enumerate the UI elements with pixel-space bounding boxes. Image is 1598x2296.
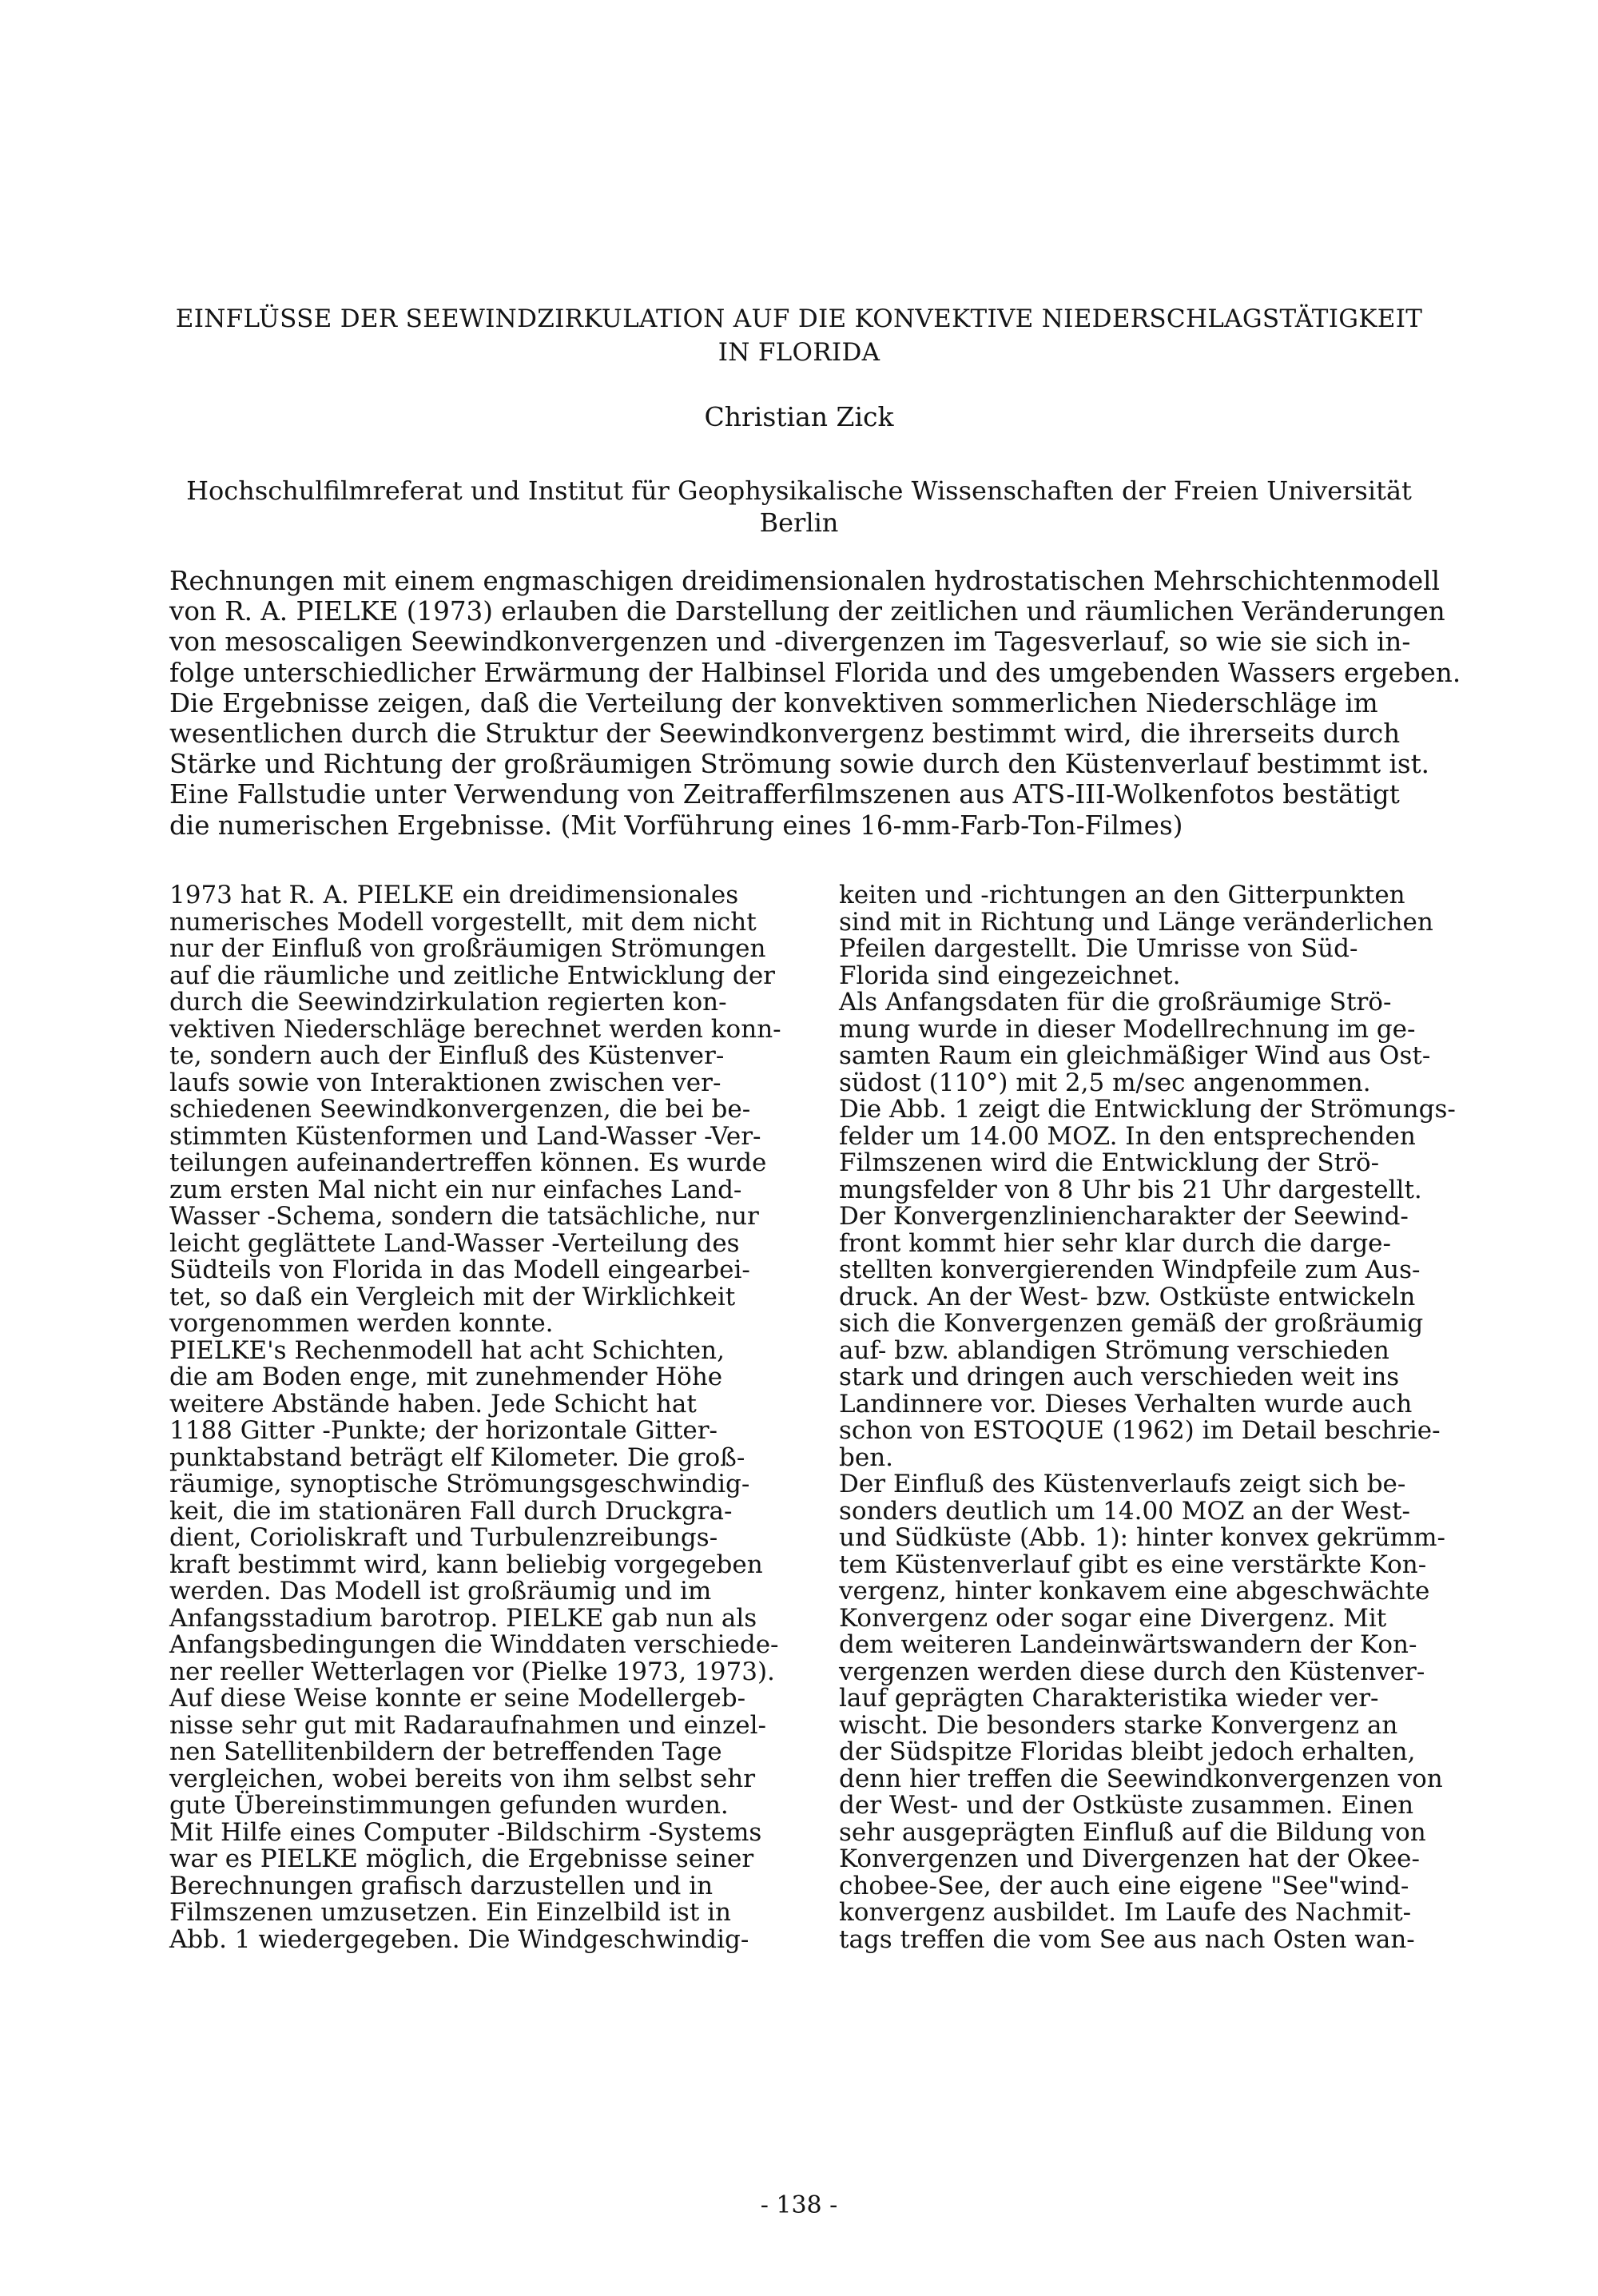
body-line: Filmszenen umzusetzen. Ein Einzelbild ist in [169,1898,732,1927]
body-line: Der Einfluß des Küstenverlaufs zeigt sich be- [839,1470,1406,1498]
body-line: leicht geglättete Land-Wasser -Verteilung des [169,1228,740,1258]
body-line: vorgenommen werden konnte. [169,1309,554,1338]
body-line: werden. Das Modell ist großräumig und im [169,1577,712,1606]
body-line: nen Satellitenbildern der betreffenden Tage [169,1737,722,1766]
body-line: felder um 14.00 MOZ. In den entsprechenden [839,1121,1416,1151]
abstract-line: von R. A. PIELKE (1973) erlauben die Darstellung der zeitlichen und räumlichen Veränderungen [169,596,1445,627]
body-line: der West- und der Ostküste zusammen. Einen [839,1791,1414,1820]
body-line: schiedenen Seewindkonvergenzen, die bei be- [169,1095,751,1124]
abstract-line: die numerischen Ergebnisse. (Mit Vorführung eines 16-mm-Farb-Ton-Filmes) [169,810,1183,841]
abstract [169,566,1464,841]
abstract-line: Stärke und Richtung der großräumigen Strömung sowie durch den Küstenverlauf bestimmt ist. [169,749,1429,780]
body-line: Anfangsbedingungen die Winddaten verschiede- [169,1630,779,1659]
body-line: denn hier treffen die Seewindkonvergenzen von [839,1764,1443,1793]
body-line: stark und dringen auch verschieden weit ins [839,1363,1400,1391]
body-line: te, sondern auch der Einfluß des Küstenver- [169,1041,725,1070]
body-line: Anfangsstadium barotrop. PIELKE gab nun als [169,1603,757,1633]
title-line: EINFLÜSSE DER SEEWINDZIRKULATION AUF DIE KONVEKTIVE NIEDERSCHLAGSTÄTIGKEIT [175,304,1423,333]
body-line: Pfeilen dargestellt. Die Umrisse von Süd- [839,934,1358,963]
body-line: Die Abb. 1 zeigt die Entwicklung der Strömungs- [839,1095,1456,1124]
title-line: IN FLORIDA [718,338,880,367]
body-line: Auf diese Weise konnte er seine Modellergeb- [169,1684,746,1713]
body-column-right [839,882,1494,1953]
body-line: auf die räumliche und zeitliche Entwicklung der [169,961,775,990]
body-line: die am Boden enge, mit zunehmender Höhe [169,1363,723,1391]
body-line: tet, so daß ein Vergleich mit der Wirklichkeit [169,1282,736,1311]
body-line: samten Raum ein gleichmäßiger Wind aus Ost- [839,1041,1431,1070]
body-line: 1188 Gitter -Punkte; der horizontale Gitter- [169,1416,718,1445]
body-line: stimmten Küstenformen und Land-Wasser -Ver- [169,1121,761,1151]
body-line: teilungen aufeinandertreffen können. Es wurde [169,1148,767,1177]
body-line: punktabstand beträgt elf Kilometer. Die groß- [169,1442,745,1472]
body-column-left [169,882,825,1953]
body-line: PIELKE's Rechenmodell hat acht Schichten, [169,1335,725,1365]
body-line: und Südküste (Abb. 1): hinter konvex gekrümm- [839,1523,1445,1552]
affiliation [160,475,1438,539]
body-line: tem Küstenverlauf gibt es eine verstärkte Kon- [839,1550,1427,1579]
body-line: Mit Hilfe eines Computer -Bildschirm -Systems [169,1817,762,1847]
body-line: dem weiteren Landeinwärtswandern der Kon- [839,1630,1417,1659]
body-line: ner reeller Wetterlagen vor (Pielke 1973, 1973). [169,1657,775,1686]
body-line: lauf geprägten Charakteristika wieder ver- [839,1684,1379,1713]
body-line: vektiven Niederschläge berechnet werden konn- [169,1014,781,1044]
body-line: Landinnere vor. Dieses Verhalten wurde auch [839,1389,1413,1419]
body-line: vergenzen werden diese durch den Küstenver- [839,1657,1425,1686]
body-line: mungsfelder von 8 Uhr bis 21 Uhr dargestellt. [839,1175,1422,1204]
abstract-line: Eine Fallstudie unter Verwendung von Zeitrafferfilmszenen aus ATS-III-Wolkenfotos bestätigt [169,779,1400,810]
body-line: Südteils von Florida in das Modell eingearbei- [169,1255,750,1284]
body-line: stellten konvergierenden Windpfeile zum Aus- [839,1255,1421,1284]
body-line: vergleichen, wobei bereits von ihm selbst sehr [169,1764,756,1793]
body-line: Konvergenzen und Divergenzen hat der Okee- [839,1844,1421,1873]
body-line: mung wurde in dieser Modellrechnung im ge- [839,1014,1416,1044]
body-line: numerisches Modell vorgestellt, mit dem nicht [169,907,757,937]
body-line: keit, die im stationären Fall durch Druckgra- [169,1496,733,1526]
body-line: zum ersten Mal nicht ein nur einfaches Land- [169,1175,742,1204]
body-line: durch die Seewindzirkulation regierten kon- [169,988,727,1017]
body-line: ben. [839,1442,894,1472]
abstract-line: Die Ergebnisse zeigen, daß die Verteilung der konvektiven sommerlichen Niederschläge im [169,687,1378,718]
body-line: Abb. 1 wiedergegeben. Die Windgeschwindig- [169,1924,749,1954]
body-line: schon von ESTOQUE (1962) im Detail beschrie- [839,1416,1441,1445]
body-line: vergenz, hinter konkavem eine abgeschwächte [839,1577,1430,1606]
body-line: südost (110°) mit 2,5 m/sec angenommen. [839,1068,1371,1097]
body-line: sind mit in Richtung und Länge veränderlichen [839,907,1433,937]
body-line: Konvergenz oder sogar eine Divergenz. Mit [839,1603,1387,1633]
body-line: Der Konvergenzliniencharakter der Seewind- [839,1202,1409,1231]
body-line: Florida sind eingezeichnet. [839,961,1181,990]
body-line: Wasser -Schema, sondern die tatsächliche, nur [169,1202,759,1231]
body-line: nur der Einfluß von großräumigen Strömungen [169,934,766,963]
body-line: druck. An der West- bzw. Ostküste entwickeln [839,1282,1416,1311]
body-line: 1973 hat R. A. PIELKE ein dreidimensionales [169,881,739,909]
affiliation-line: Hochschulfilmreferat und Institut für Geophysikalische Wissenschaften der Freien Universität [186,476,1412,506]
body-line: räumige, synoptische Strömungsgeschwindig- [169,1470,750,1498]
body-line: front kommt hier sehr klar durch die darge- [839,1228,1392,1258]
body-line: auf- bzw. ablandigen Strömung verschieden [839,1335,1389,1365]
body-line: dient, Corioliskraft und Turbulenzreibungs- [169,1523,718,1552]
body-line: weitere Abstände haben. Jede Schicht hat [169,1389,697,1419]
affiliation-line: Berlin [759,507,839,538]
body-line: kraft bestimmt wird, kann beliebig vorgegeben [169,1550,763,1579]
author-name: Christian Zick [704,401,894,432]
body-line: laufs sowie von Interaktionen zwischen ver- [169,1068,721,1097]
abstract-line: von mesoscaligen Seewindkonvergenzen und -divergenzen im Tagesverlauf, so wie sie sich in- [169,627,1411,658]
body-line: Filmszenen wird die Entwicklung der Strö- [839,1148,1380,1177]
abstract-line: Rechnungen mit einem engmaschigen dreidimensionalen hydrostatischen Mehrschichtenmodell [169,566,1440,596]
body-line: Berechnungen grafisch darzustellen und in [169,1871,714,1900]
body-line: sehr ausgeprägten Einfluß auf die Bildung von [839,1817,1426,1847]
body-line: gute Übereinstimmungen gefunden wurden. [169,1791,729,1820]
body-line: konvergenz ausbildet. Im Laufe des Nachmit- [839,1898,1412,1927]
body-line: Als Anfangsdaten für die großräumige Strö- [839,988,1392,1017]
body-line: wischt. Die besonders starke Konvergenz an [839,1710,1398,1740]
body-line: der Südspitze Floridas bleibt jedoch erhalten, [839,1737,1416,1766]
body-line: tags treffen die vom See aus nach Osten wan- [839,1924,1415,1954]
body-line: war es PIELKE möglich, die Ergebnisse seiner [169,1844,754,1873]
body-line: chobee-See, der auch eine eigene "See"wind- [839,1871,1409,1900]
abstract-line: folge unterschiedlicher Erwärmung der Halbinsel Florida und des umgebenden Wassers ergeben. [169,657,1461,688]
body-line: sonders deutlich um 14.00 MOZ an der West- [839,1496,1410,1526]
page-number: - 138 - [760,2191,838,2219]
body-line: nisse sehr gut mit Radaraufnahmen und einzel- [169,1710,767,1740]
paper-title [160,302,1438,369]
body-line: sich die Konvergenzen gemäß der großräumig [839,1309,1424,1338]
body-line: keiten und -richtungen an den Gitterpunkten [839,881,1405,909]
abstract-line: wesentlichen durch die Struktur der Seewindkonvergenz bestimmt wird, die ihrerseits durch [169,718,1401,750]
